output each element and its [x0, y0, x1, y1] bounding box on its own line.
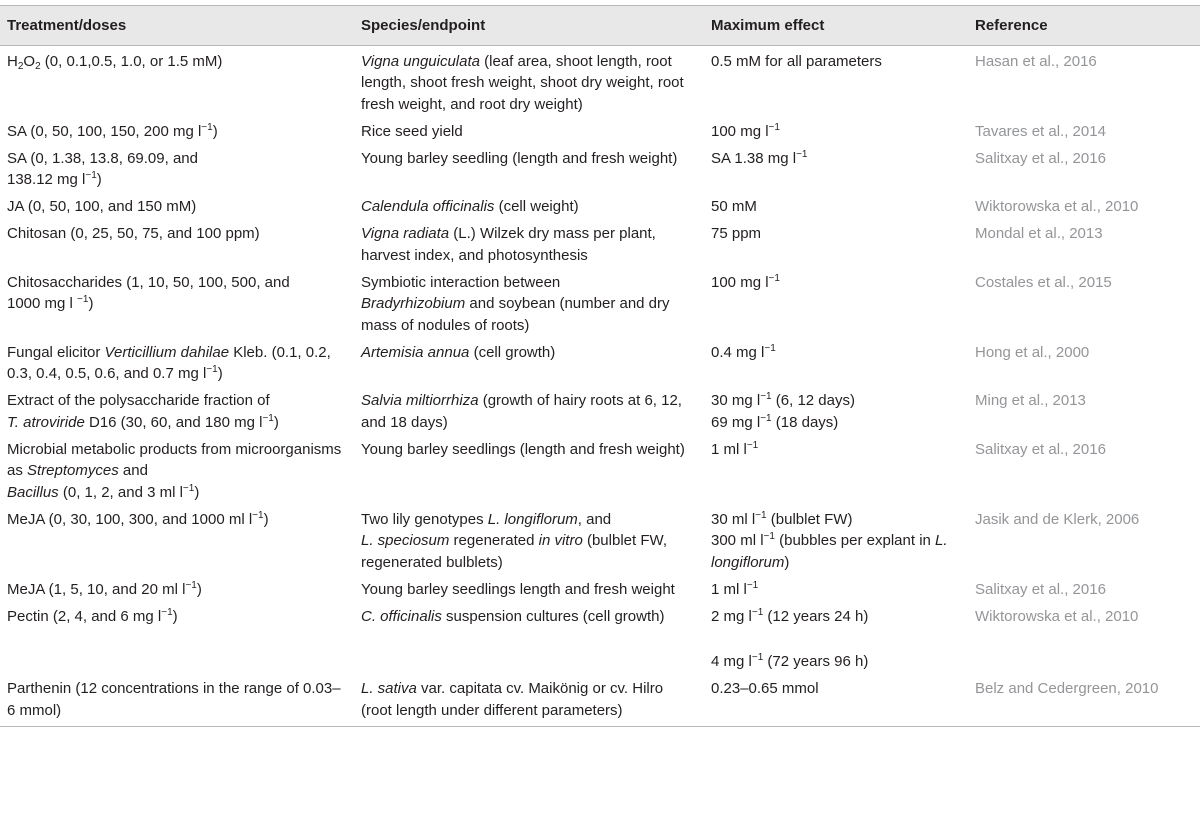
- reference-cell: Jasik and de Klerk, 2006: [975, 510, 1140, 528]
- species-cell: Young barley seedling (length and fresh weight): [361, 149, 678, 167]
- header-species: Species/endpoint: [354, 6, 704, 46]
- effect-cell: 30 mg $l^{-1}$ (6, 12 days) 69 mg $l^{-1}$ (18 days): [711, 391, 855, 431]
- treatment-cell: Fungal elicitor Verticillium dahilae Kleb. (0.1, 0.2, 0.3, 0.4, 0.5, 0.6, and 0.7 mg $l^{-1}$): [7, 343, 331, 382]
- effect-cell: 1 ml $l^{-1}$: [711, 579, 759, 598]
- table-row: [0, 219, 1200, 268]
- treatment-cell: Parthenin (12 concentrations in the range of 0.03–6 mmol): [0, 674, 354, 727]
- treatment-cell: MeJA (1, 5, 10, and 20 ml $l^{-1}$): [7, 579, 202, 598]
- species-cell: Rice seed yield: [361, 122, 463, 140]
- treatment-cell: $H_2O_2$ (0, 0.1,0.5, 1.0, or 1.5 mM): [7, 52, 223, 72]
- treatment-cell: JA (0, 50, 100, and 150 mM): [7, 198, 197, 215]
- header-effect: Maximum effect: [704, 6, 968, 46]
- species-cell: Two lily genotypes L. longiflorum, and L. speciosum regenerated in vitro (bulblet FW, regenerated bulblets): [361, 510, 667, 571]
- effect-cell: 100 mg $l^{-1}$: [711, 272, 780, 291]
- table-row: [0, 386, 1200, 435]
- effect-cell: 2 mg $l^{-1}$ (12 years 24 h) 4 mg $l^{-1}$ (72 years 96 h): [711, 606, 869, 670]
- table-row: [0, 267, 1200, 337]
- table-row: [0, 46, 1200, 117]
- treatment-cell: Extract of the polysaccharide fraction of T. atroviride D16 (30, 60, and 180 mg $l^{-1}$): [7, 392, 279, 431]
- header-reference: Reference: [968, 6, 1200, 46]
- table-row: [0, 504, 1200, 574]
- treatment-cell: SA (0, 50, 100, 150, 200 mg $l^{-1}$): [7, 121, 218, 140]
- table-row: [0, 674, 1200, 727]
- species-cell: Artemisia annua (cell growth): [361, 343, 556, 361]
- effect-cell: SA 1.38 mg $l^{-1}$: [711, 148, 808, 167]
- reference-cell: Tavares et al., 2014: [975, 122, 1106, 140]
- reference-cell: Wiktorowska et al., 2010: [975, 607, 1139, 625]
- reference-cell: Hasan et al., 2016: [975, 52, 1097, 70]
- header-row: [0, 6, 1200, 46]
- reference-cell: Belz and Cedergreen, 2010: [968, 674, 1200, 727]
- species-cell: Young barley seedlings (length and fresh weight): [361, 440, 685, 458]
- effect-cell: 50 mM: [711, 198, 757, 215]
- effect-cell: 100 mg $l^{-1}$: [711, 121, 780, 140]
- treatment-cell: SA (0, 1.38, 13.8, 69.09, and 138.12 mg $l^{-1}$): [7, 149, 198, 188]
- reference-cell: Salitxay et al., 2016: [975, 149, 1106, 167]
- reference-cell: Salitxay et al., 2016: [975, 580, 1106, 598]
- table-row: [0, 337, 1200, 386]
- treatment-cell: Microbial metabolic products from microorganisms as Streptomyces and Bacillus (0, 1, 2, and 3 ml $l^{-1}$): [7, 440, 342, 501]
- treatment-cell: Pectin (2, 4, and 6 mg $l^{-1}$): [7, 606, 178, 625]
- effect-cell: 0.5 mM for all parameters: [711, 52, 882, 70]
- treatment-cell: Chitosaccharides (1, 10, 50, 100, 500, and 1000 mg l $^{-1}$): [7, 273, 290, 312]
- treatment-cell: Chitosan (0, 25, 50, 75, and 100 ppm): [7, 225, 260, 242]
- species-cell: Salvia miltiorrhiza (growth of hairy roots at 6, 12, and 18 days): [361, 392, 682, 431]
- effect-cell: 0.4 mg $l^{-1}$: [711, 342, 776, 361]
- table-row: [0, 601, 1200, 674]
- table-row: [0, 434, 1200, 504]
- species-cell: Young barley seedlings length and fresh weight: [361, 580, 675, 598]
- table-row: [0, 116, 1200, 143]
- reference-cell: Mondal et al., 2013: [975, 225, 1103, 242]
- table-row: [0, 143, 1200, 192]
- species-cell: L. sativa var. capitata cv. Maikönig or cv. Hilro (root length under different parameters): [354, 674, 704, 727]
- species-cell: Vigna unguiculata (leaf area, shoot length, root length, shoot fresh weight, shoot dry weight, root fresh weight, and root dry weight): [361, 52, 684, 113]
- effect-cell: 75 ppm: [711, 225, 762, 242]
- effect-cell: 30 ml $l^{-1}$ (bulblet FW) 300 ml $l^{-1}$ (bubbles per explant in L. longiflorum): [711, 509, 948, 571]
- reference-cell: Wiktorowska et al., 2010: [975, 198, 1139, 215]
- reference-cell: Salitxay et al., 2016: [975, 440, 1106, 458]
- species-cell: Calendula officinalis (cell weight): [361, 198, 579, 215]
- effect-cell: 0.23–0.65 mmol: [704, 674, 968, 727]
- species-cell: C. officinalis suspension cultures (cell growth): [361, 607, 665, 625]
- species-cell: Symbiotic interaction between Bradyrhizobium and soybean (number and dry mass of nodules of roots): [361, 273, 670, 334]
- table-row: [0, 574, 1200, 601]
- reference-cell: Costales et al., 2015: [975, 273, 1112, 291]
- reference-cell: Hong et al., 2000: [975, 343, 1090, 361]
- reference-cell: Ming et al., 2013: [975, 392, 1086, 409]
- species-cell: Vigna radiata (L.) Wilzek dry mass per plant, harvest index, and photosynthesis: [361, 225, 656, 264]
- data-table: [0, 5, 1200, 727]
- header-treatment: Treatment/doses: [0, 6, 354, 46]
- treatment-cell: MeJA (0, 30, 100, 300, and 1000 ml $l^{-1}$): [7, 509, 269, 528]
- effect-cell: 1 ml $l^{-1}$: [711, 439, 759, 458]
- table-row: [0, 192, 1200, 219]
